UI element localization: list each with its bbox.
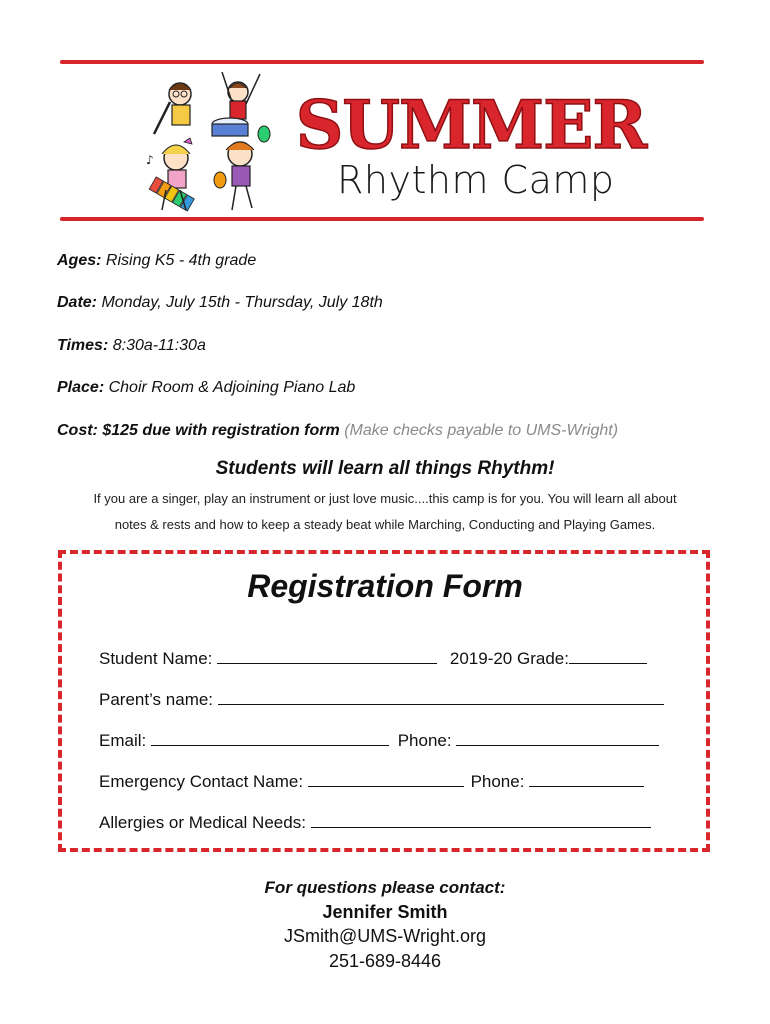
promo-line-2: notes & rests and how to keep a steady beat while Marching, Conducting and Playing Games. — [114, 517, 656, 532]
phone-field[interactable] — [456, 729, 659, 746]
date-line — [57, 294, 383, 312]
promo-description — [40, 486, 730, 538]
promo-line-1: If you are a singer, play an instrument or just love music....this camp is for you. You will learn all about — [93, 491, 677, 506]
summer-title-text: SUMMER — [295, 86, 647, 164]
ages-line — [57, 252, 256, 270]
allergies-field[interactable] — [311, 811, 651, 828]
ages-value: Rising K5 - 4th grade — [105, 252, 257, 269]
emergency-phone-field[interactable] — [529, 770, 644, 787]
cost-label: Cost: — [57, 422, 98, 439]
form-title: Registration Form — [247, 568, 523, 604]
allergies-row — [99, 811, 651, 833]
grade-label: 2019-20 Grade: — [449, 649, 569, 668]
summer-title — [295, 86, 647, 164]
allergies-label: Allergies or Medical Needs: — [99, 813, 306, 832]
parent-name-field[interactable] — [218, 688, 664, 705]
student-name-field[interactable] — [217, 647, 437, 664]
times-value: 8:30a-11:30a — [112, 337, 206, 354]
student-name-label: Student Name: — [99, 649, 213, 668]
promo-headline: Students will learn all things Rhythm! — [215, 458, 555, 479]
phone-label: Phone: — [397, 731, 452, 750]
emergency-contact-row — [99, 770, 644, 792]
emergency-phone-label: Phone: — [470, 772, 525, 791]
email-field[interactable] — [151, 729, 389, 746]
email-label: Email: — [99, 731, 147, 750]
cost-line — [57, 422, 618, 440]
times-label: Times: — [57, 337, 109, 354]
place-value: Choir Room & Adjoining Piano Lab — [108, 379, 356, 396]
cost-note: (Make checks payable to UMS-Wright) — [344, 422, 619, 439]
svg-text:♪: ♪ — [146, 153, 154, 167]
emergency-contact-label: Emergency Contact Name: — [99, 772, 304, 791]
contact-phone: 251-689-8446 — [328, 951, 442, 971]
student-name-row — [99, 647, 647, 669]
place-line — [57, 379, 355, 397]
contact-email[interactable]: JSmith@UMS-Wright.org — [284, 926, 486, 946]
times-line — [57, 337, 206, 355]
parent-name-row — [99, 688, 664, 710]
contact-heading: For questions please contact: — [264, 878, 506, 897]
email-phone-row — [99, 729, 659, 751]
camp-subtitle: Rhythm Camp — [337, 158, 615, 202]
place-label: Place: — [57, 379, 105, 396]
header-bottom-rule — [60, 217, 704, 221]
cost-value: $125 due with registration form — [102, 422, 340, 439]
emergency-contact-field[interactable] — [308, 770, 464, 787]
contact-name: Jennifer Smith — [322, 902, 448, 922]
ages-label: Ages: — [57, 252, 102, 269]
date-value: Monday, July 15th - Thursday, July 18th — [101, 294, 383, 311]
header-top-rule — [60, 60, 704, 64]
grade-field[interactable] — [569, 647, 647, 664]
parent-name-label: Parent’s name: — [99, 690, 214, 709]
date-label: Date: — [57, 294, 98, 311]
kids-instruments-illustration — [140, 68, 290, 214]
